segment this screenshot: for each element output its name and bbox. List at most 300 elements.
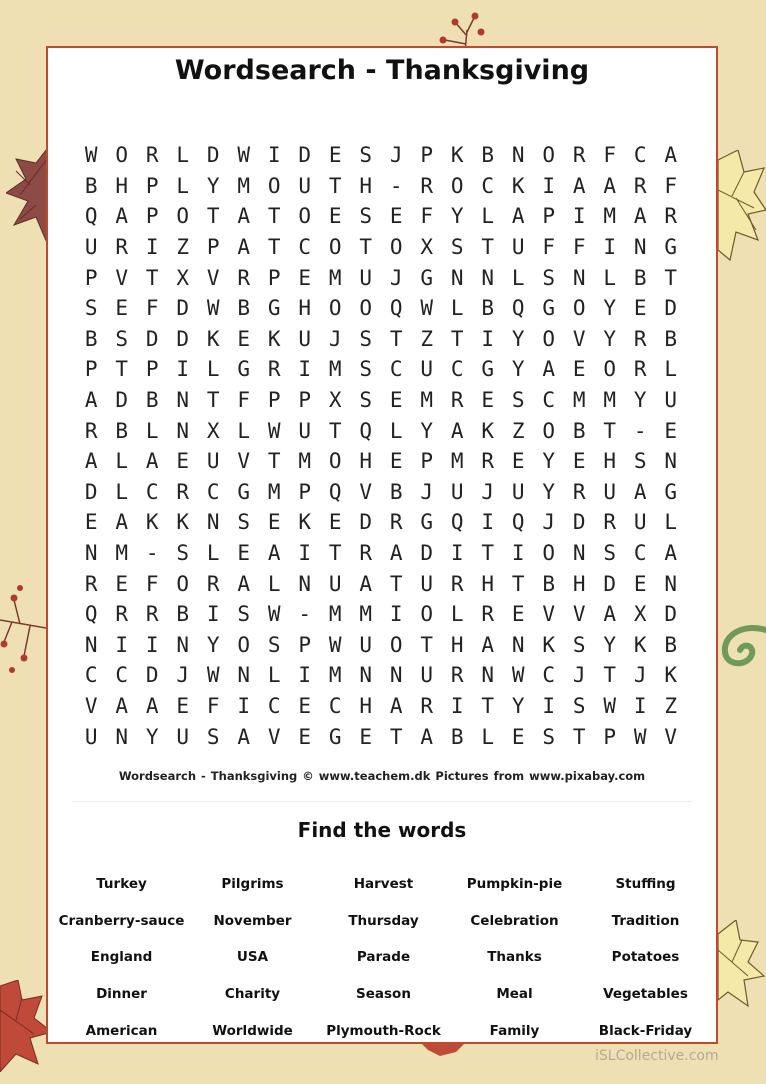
grid-letter: X [176, 265, 190, 290]
grid-letter: X [633, 602, 647, 627]
grid-letter: T [572, 724, 586, 749]
grid-letter: Z [511, 418, 525, 443]
grid-letter: K [145, 510, 159, 535]
grid-letter: D [603, 571, 617, 596]
word-item: Pumpkin-pie [466, 876, 563, 893]
grid-letter: - [633, 418, 647, 443]
grid-letter: T [206, 388, 220, 413]
grid-letter: A [481, 632, 495, 657]
grid-letter: M [328, 602, 342, 627]
grid-letter: Q [359, 418, 373, 443]
grid-letter: B [633, 265, 647, 290]
grid-letter: B [664, 632, 678, 657]
grid-letter: L [664, 510, 678, 535]
grid-letter: I [145, 632, 159, 657]
grid-letter: R [633, 326, 647, 351]
grid-letter: R [450, 571, 464, 596]
grid-letter: N [572, 265, 586, 290]
grid-letter: J [542, 510, 556, 535]
watermark: iSLCollective.com [595, 1048, 719, 1064]
grid-letter: R [633, 173, 647, 198]
grid-letter: U [664, 388, 678, 413]
grid-letter: R [664, 204, 678, 229]
grid-letter: H [450, 632, 464, 657]
grid-letter: P [84, 357, 98, 382]
grid-letter: L [145, 418, 159, 443]
grid-letter: U [633, 510, 647, 535]
grid-letter: R [481, 449, 495, 474]
grid-letter: L [450, 602, 464, 627]
grid-letter: H [298, 296, 312, 321]
grid-letter: E [511, 449, 525, 474]
grid-letter: I [176, 357, 190, 382]
grid-letter: E [115, 296, 129, 321]
grid-letter: S [542, 724, 556, 749]
grid-letter: P [84, 265, 98, 290]
grid-letter: J [572, 663, 586, 688]
grid-letter: J [176, 663, 190, 688]
grid-letter: R [572, 143, 586, 168]
grid-letter: U [420, 357, 434, 382]
grid-letter: E [359, 724, 373, 749]
grid-letter: E [298, 265, 312, 290]
grid-letter: L [389, 418, 403, 443]
grid-letter: O [389, 632, 403, 657]
grid-letter: X [328, 388, 342, 413]
grid-letter: C [633, 541, 647, 566]
grid-letter: Q [511, 510, 525, 535]
grid-letter: B [664, 326, 678, 351]
grid-letter: A [84, 449, 98, 474]
grid-letter: A [267, 541, 281, 566]
grid-letter: A [359, 571, 373, 596]
grid-letter: X [420, 235, 434, 260]
grid-letter: X [206, 418, 220, 443]
grid-letter: E [389, 388, 403, 413]
grid-letter: T [420, 632, 434, 657]
divider [72, 801, 692, 802]
grid-letter: K [511, 173, 525, 198]
grid-letter: W [633, 724, 647, 749]
grid-letter: A [115, 693, 129, 718]
grid-letter: N [481, 663, 495, 688]
word-item: Meal [496, 986, 533, 1003]
grid-letter: T [481, 235, 495, 260]
grid-letter: S [115, 326, 129, 351]
grid-letter: T [511, 571, 525, 596]
grid-letter: V [359, 479, 373, 504]
grid-letter: N [633, 235, 647, 260]
grid-letter: M [237, 173, 251, 198]
grid-letter: H [603, 449, 617, 474]
grid-letter: W [420, 296, 434, 321]
maple-leaf-icon [718, 150, 766, 268]
grid-letter: K [542, 632, 556, 657]
grid-letter: S [359, 204, 373, 229]
grid-letter: P [145, 204, 159, 229]
word-item: Celebration [470, 912, 559, 929]
grid-letter: S [176, 541, 190, 566]
grid-letter: L [267, 663, 281, 688]
grid-letter: V [267, 724, 281, 749]
grid-letter: U [176, 724, 190, 749]
grid-letter: H [359, 173, 373, 198]
grid-letter: - [298, 602, 312, 627]
swirl-icon [718, 622, 766, 668]
grid-letter: A [237, 235, 251, 260]
grid-letter: R [84, 418, 98, 443]
grid-letter: B [84, 173, 98, 198]
grid-letter: C [633, 143, 647, 168]
grid-letter: V [84, 693, 98, 718]
grid-letter: U [298, 173, 312, 198]
grid-letter: W [267, 418, 281, 443]
grid-letter: T [450, 326, 464, 351]
grid-letter: E [572, 357, 586, 382]
grid-letter: R [206, 571, 220, 596]
grid-letter: D [420, 541, 434, 566]
grid-letter: I [542, 173, 556, 198]
grid-letter: N [115, 724, 129, 749]
grid-letter: L [115, 449, 129, 474]
grid-letter: I [481, 510, 495, 535]
grid-letter: I [450, 541, 464, 566]
grid-letter: - [145, 541, 159, 566]
grid-letter: Y [145, 724, 159, 749]
grid-letter: B [572, 418, 586, 443]
grid-letter: W [206, 663, 220, 688]
grid-letter: D [298, 143, 312, 168]
grid-letter: P [267, 265, 281, 290]
grid-letter: T [328, 541, 342, 566]
grid-letter: J [328, 326, 342, 351]
grid-letter: G [420, 265, 434, 290]
grid-letter: S [359, 357, 373, 382]
grid-letter: F [145, 571, 159, 596]
grid-letter: N [572, 541, 586, 566]
grid-letter: I [481, 326, 495, 351]
grid-letter: T [328, 418, 342, 443]
grid-letter: R [603, 510, 617, 535]
grid-letter: A [84, 388, 98, 413]
grid-letter: T [267, 449, 281, 474]
grid-letter: E [237, 326, 251, 351]
grid-letter: R [115, 235, 129, 260]
grid-letter: A [511, 204, 525, 229]
grid-letter: O [603, 357, 617, 382]
grid-letter: Z [176, 235, 190, 260]
grid-letter: D [206, 143, 220, 168]
grid-letter: R [481, 602, 495, 627]
grid-letter: C [84, 663, 98, 688]
grid-letter: N [206, 510, 220, 535]
word-item: Worldwide [212, 1022, 293, 1039]
grid-letter: M [267, 479, 281, 504]
word-item: Stuffing [615, 876, 676, 893]
grid-letter: O [115, 143, 129, 168]
grid-letter: N [359, 663, 373, 688]
grid-letter: U [603, 479, 617, 504]
grid-letter: T [664, 265, 678, 290]
grid-letter: L [237, 418, 251, 443]
grid-letter: N [511, 632, 525, 657]
grid-letter: A [237, 724, 251, 749]
grid-letter: A [237, 204, 251, 229]
grid-letter: M [328, 265, 342, 290]
grid-letter: A [115, 510, 129, 535]
grid-letter: O [389, 235, 403, 260]
grid-letter: D [664, 296, 678, 321]
grid-letter: T [481, 541, 495, 566]
grid-letter: O [572, 296, 586, 321]
grid-letter: W [84, 143, 98, 168]
grid-letter: Y [542, 479, 556, 504]
grid-letter: Y [511, 326, 525, 351]
grid-letter: C [389, 357, 403, 382]
grid-letter: F [572, 235, 586, 260]
grid-letter: I [237, 693, 251, 718]
grid-letter: R [84, 571, 98, 596]
grid-letter: B [450, 724, 464, 749]
grid-letter: E [572, 449, 586, 474]
grid-letter: W [206, 296, 220, 321]
grid-letter: P [603, 724, 617, 749]
grid-letter: A [115, 204, 129, 229]
grid-letter: N [450, 265, 464, 290]
grid-letter: P [145, 357, 159, 382]
grid-letter: S [572, 632, 586, 657]
grid-letter: C [145, 479, 159, 504]
grid-letter: S [237, 510, 251, 535]
word-item: November [213, 912, 292, 929]
grid-letter: U [420, 571, 434, 596]
grid-letter: C [115, 663, 129, 688]
grid-letter: Z [420, 326, 434, 351]
grid-letter: O [542, 143, 556, 168]
grid-letter: G [420, 510, 434, 535]
grid-letter: B [481, 143, 495, 168]
grid-letter: G [237, 357, 251, 382]
grid-letter: L [481, 204, 495, 229]
grid-letter: A [603, 173, 617, 198]
grid-letter: I [389, 602, 403, 627]
grid-letter: Y [206, 632, 220, 657]
grid-letter: V [542, 602, 556, 627]
grid-letter: K [450, 143, 464, 168]
grid-letter: I [542, 693, 556, 718]
grid-letter: S [511, 388, 525, 413]
grid-letter: G [664, 235, 678, 260]
grid-letter: S [572, 693, 586, 718]
maple-leaf-icon [718, 920, 766, 1008]
grid-letter: R [145, 602, 159, 627]
word-item: American [85, 1022, 158, 1039]
grid-letter: S [633, 449, 647, 474]
word-item: USA [236, 949, 269, 966]
grid-letter: T [481, 693, 495, 718]
grid-letter: B [389, 479, 403, 504]
grid-letter: B [237, 296, 251, 321]
grid-letter: U [450, 479, 464, 504]
word-item: Season [356, 986, 411, 1003]
grid-letter: R [420, 693, 434, 718]
grid-letter: I [511, 541, 525, 566]
word-item: Dinner [96, 986, 147, 1003]
grid-letter: L [603, 265, 617, 290]
grid-letter: S [359, 388, 373, 413]
grid-letter: E [298, 724, 312, 749]
grid-letter: Q [84, 602, 98, 627]
grid-letter: Y [603, 326, 617, 351]
grid-letter: I [572, 204, 586, 229]
word-item: Cranberry-sauce [58, 912, 185, 929]
grid-letter: L [206, 357, 220, 382]
word-item: Vegetables [603, 986, 688, 1003]
word-item: Parade [356, 949, 411, 966]
grid-letter: G [542, 296, 556, 321]
word-item: Harvest [353, 876, 414, 893]
berry-branch-icon [0, 580, 48, 675]
grid-letter: B [145, 388, 159, 413]
grid-letter: B [115, 418, 129, 443]
grid-letter: M [603, 388, 617, 413]
grid-letter: K [633, 632, 647, 657]
grid-letter: I [206, 602, 220, 627]
grid-letter: D [145, 663, 159, 688]
grid-letter: A [664, 541, 678, 566]
grid-letter: R [389, 510, 403, 535]
grid-letter: U [298, 418, 312, 443]
grid-letter: U [328, 571, 342, 596]
grid-letter: J [389, 265, 403, 290]
grid-letter: Y [603, 632, 617, 657]
grid-letter: Q [389, 296, 403, 321]
grid-letter: N [664, 571, 678, 596]
grid-letter: V [572, 602, 586, 627]
grid-letter: D [145, 326, 159, 351]
grid-letter: I [450, 693, 464, 718]
word-item: Black-Friday [598, 1022, 693, 1039]
grid-letter: J [389, 143, 403, 168]
grid-letter: P [206, 235, 220, 260]
grid-letter: D [572, 510, 586, 535]
grid-letter: M [328, 663, 342, 688]
grid-letter: U [84, 235, 98, 260]
grid-letter: U [359, 632, 373, 657]
grid-letter: I [298, 357, 312, 382]
word-item: England [90, 949, 153, 966]
grid-letter: W [267, 602, 281, 627]
grid-letter: U [84, 724, 98, 749]
grid-letter: R [237, 265, 251, 290]
grid-letter: M [359, 602, 373, 627]
autumn-leaf-icon [0, 980, 52, 1072]
word-list [56, 866, 711, 1049]
find-words-heading: Find the words [297, 818, 467, 842]
grid-letter: P [145, 173, 159, 198]
grid-letter: T [328, 173, 342, 198]
grid-letter: L [115, 479, 129, 504]
grid-letter: E [237, 541, 251, 566]
page-title: Wordsearch - Thanksgiving [174, 55, 590, 86]
grid-letter: N [84, 541, 98, 566]
grid-letter: Y [420, 418, 434, 443]
grid-letter: O [328, 449, 342, 474]
grid-letter: S [603, 541, 617, 566]
grid-letter: P [542, 204, 556, 229]
grid-letter: T [206, 204, 220, 229]
grid-letter: Z [664, 693, 678, 718]
grid-letter: B [84, 326, 98, 351]
grid-letter: N [176, 632, 190, 657]
grid-letter: G [481, 357, 495, 382]
grid-letter: N [84, 632, 98, 657]
grid-letter: O [542, 418, 556, 443]
grid-letter: I [145, 235, 159, 260]
grid-letter: E [328, 143, 342, 168]
grid-letter: O [542, 326, 556, 351]
word-item: Pilgrims [221, 876, 284, 893]
grid-letter: E [664, 418, 678, 443]
grid-letter: Y [603, 296, 617, 321]
grid-letter: F [664, 173, 678, 198]
grid-letter: Q [450, 510, 464, 535]
grid-letter: O [359, 296, 373, 321]
grid-letter: S [84, 296, 98, 321]
grid-letter: D [664, 602, 678, 627]
grid-letter: N [298, 571, 312, 596]
grid-letter: N [237, 663, 251, 688]
grid-letter: V [115, 265, 129, 290]
grid-letter: H [572, 571, 586, 596]
grid-letter: S [206, 724, 220, 749]
grid-letter: N [481, 265, 495, 290]
grid-letter: P [298, 479, 312, 504]
grid-letter: H [481, 571, 495, 596]
grid-letter: N [511, 143, 525, 168]
word-item: Potatoes [611, 949, 680, 966]
grid-letter: L [481, 724, 495, 749]
grid-letter: E [511, 724, 525, 749]
word-item: Thanks [487, 949, 542, 966]
word-item: Turkey [96, 876, 147, 893]
grid-letter: E [328, 510, 342, 535]
grid-letter: O [298, 204, 312, 229]
grid-letter: C [481, 173, 495, 198]
grid-letter: K [481, 418, 495, 443]
grid-letter: G [267, 296, 281, 321]
grid-letter: R [450, 663, 464, 688]
grid-letter: O [420, 602, 434, 627]
grid-letter: U [206, 449, 220, 474]
grid-letter: C [542, 663, 556, 688]
grid-letter: L [511, 265, 525, 290]
worksheet [46, 46, 718, 1044]
grid-letter: V [664, 724, 678, 749]
grid-letter: M [420, 388, 434, 413]
grid-letter: C [450, 357, 464, 382]
grid-letter: C [298, 235, 312, 260]
grid-letter: J [420, 479, 434, 504]
word-item: Charity [224, 986, 281, 1003]
grid-letter: K [298, 510, 312, 535]
grid-letter: P [420, 449, 434, 474]
grid-letter: P [298, 632, 312, 657]
grid-letter: E [176, 693, 190, 718]
grid-letter: A [603, 602, 617, 627]
grid-letter: M [298, 449, 312, 474]
grid-letter: S [237, 602, 251, 627]
